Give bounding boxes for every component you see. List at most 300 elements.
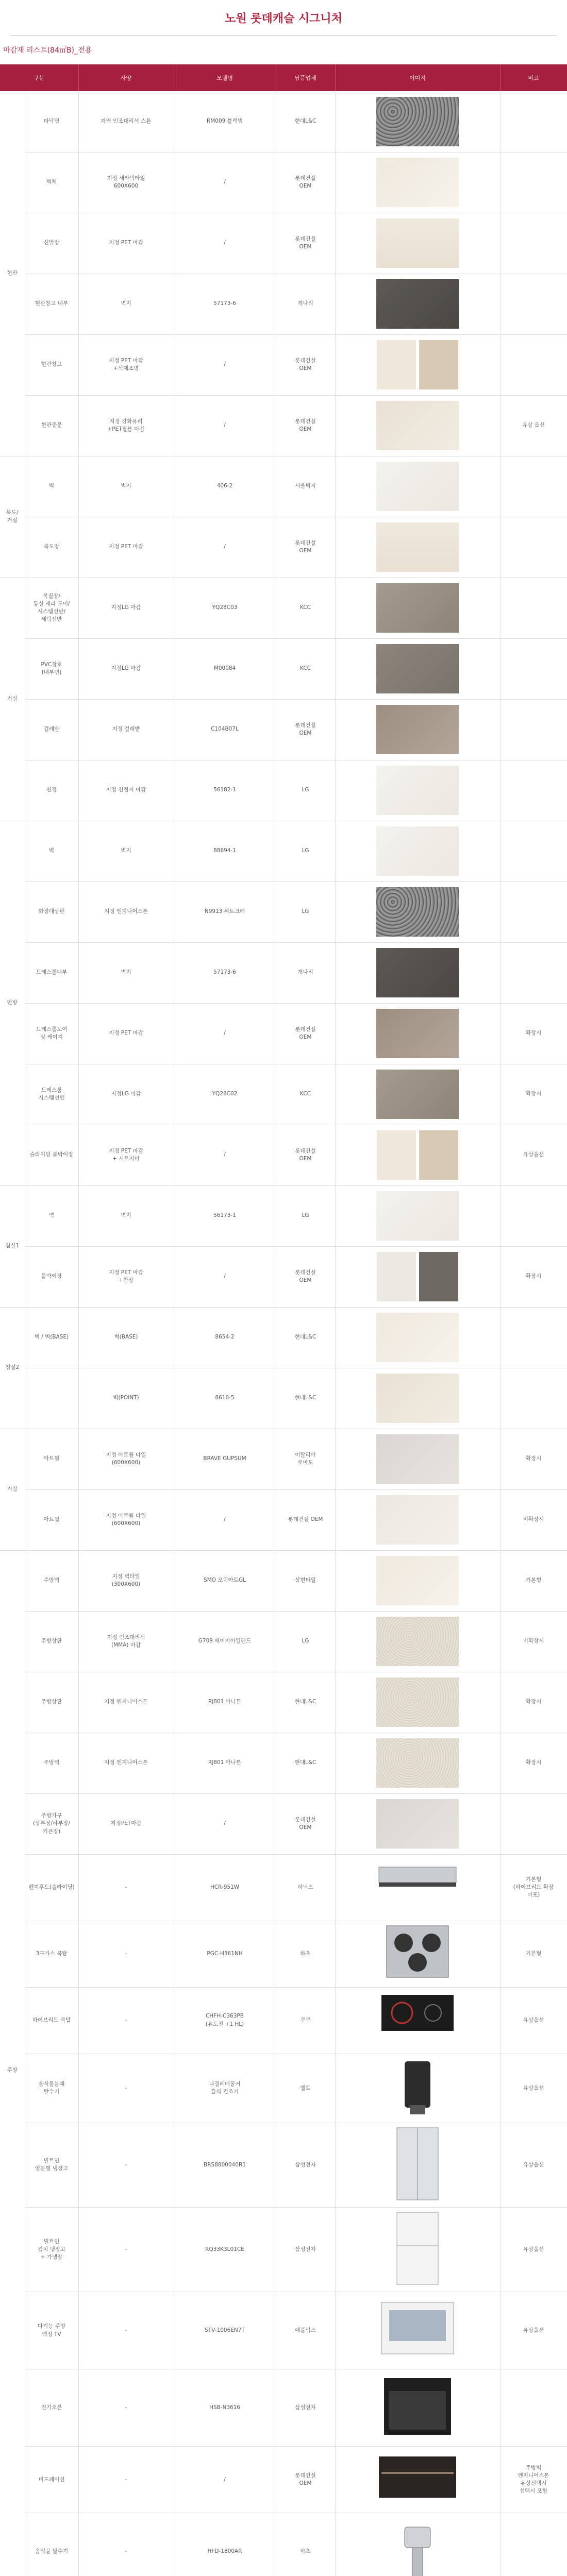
row-spec: - bbox=[78, 2513, 174, 2576]
row-note bbox=[500, 274, 567, 334]
row-image bbox=[335, 91, 500, 152]
row-model: 406-2 bbox=[174, 456, 276, 517]
row-vendor: 현대L&C bbox=[276, 1733, 335, 1793]
row-spec: 지정 PET 마감 + 시트지마 bbox=[78, 1125, 174, 1185]
material-swatch-image bbox=[339, 583, 497, 633]
row-spec: 지정 엔지니어스톤 bbox=[78, 1672, 174, 1733]
row-note bbox=[500, 821, 567, 882]
row-image bbox=[335, 2447, 500, 2513]
material-swatch-image bbox=[339, 1130, 497, 1180]
row-image bbox=[335, 1185, 500, 1246]
table-row bbox=[0, 1064, 567, 1125]
material-swatch-image bbox=[339, 401, 497, 450]
row-note bbox=[500, 882, 567, 942]
row-vendor: 개나리 bbox=[276, 274, 335, 334]
induction-image bbox=[374, 1990, 461, 2052]
row-image bbox=[335, 1921, 500, 1987]
row-spec: - bbox=[78, 2369, 174, 2447]
row-note bbox=[500, 760, 567, 821]
table-row bbox=[0, 1611, 567, 1672]
row-model: G709 베이지아일랜드 bbox=[174, 1611, 276, 1672]
row-spec: 벽(POINT) bbox=[78, 1368, 174, 1429]
row-model: SMO 모던아트GL bbox=[174, 1550, 276, 1611]
row-note bbox=[500, 1368, 567, 1429]
row-vendor: KCC bbox=[276, 1064, 335, 1125]
row-note bbox=[500, 638, 567, 699]
row-sub-label: 벽 bbox=[25, 456, 78, 517]
row-model: / bbox=[174, 1246, 276, 1307]
row-sub-label: 현관창고 bbox=[25, 334, 78, 395]
row-vendor: 삼성전자 bbox=[276, 2123, 335, 2207]
row-spec: - bbox=[78, 1854, 174, 1921]
row-vendor: LG bbox=[276, 882, 335, 942]
row-spec: - bbox=[78, 2292, 174, 2369]
row-sub-label: 음식물분쇄 탈수기 bbox=[25, 2054, 78, 2123]
row-image bbox=[335, 1793, 500, 1854]
table-row bbox=[0, 1854, 567, 1921]
row-vendor: 하닉스 bbox=[276, 1854, 335, 1921]
material-swatch-image bbox=[339, 462, 497, 511]
row-image bbox=[335, 699, 500, 760]
row-spec: 지정 강화유리 +PET필름 마감 bbox=[78, 395, 174, 456]
table-row bbox=[0, 152, 567, 213]
table-row bbox=[0, 1246, 567, 1307]
row-sub-label: 드레스룸내부 bbox=[25, 942, 78, 1003]
row-vendor: 롯데건설 OEM bbox=[276, 395, 335, 456]
table-row bbox=[0, 821, 567, 882]
row-vendor: LG bbox=[276, 821, 335, 882]
row-sub-label: 주방상판 bbox=[25, 1611, 78, 1672]
table-row bbox=[0, 2513, 567, 2576]
material-swatch-image bbox=[339, 158, 497, 207]
row-sub-label: 붙박이장 bbox=[25, 1246, 78, 1307]
row-vendor: LG bbox=[276, 760, 335, 821]
row-image bbox=[335, 578, 500, 638]
row-model: HFD-1800AR bbox=[174, 2513, 276, 2576]
table-row bbox=[0, 942, 567, 1003]
row-spec: 지정 아트월 타일 (600X600) bbox=[78, 1489, 174, 1550]
row-vendor: 현대L&C bbox=[276, 1368, 335, 1429]
swatch-left bbox=[377, 340, 416, 389]
row-model: RQ33K3L01CE bbox=[174, 2207, 276, 2292]
row-spec: - bbox=[78, 2123, 174, 2207]
row-image bbox=[335, 1368, 500, 1429]
table-row bbox=[0, 2447, 567, 2513]
row-vendor: 개나리 bbox=[276, 942, 335, 1003]
material-swatch-image bbox=[339, 1738, 497, 1788]
row-vendor: 애플릭스 bbox=[276, 2292, 335, 2369]
row-image bbox=[335, 1672, 500, 1733]
row-spec: 자연 인조대리석 스톤 bbox=[78, 91, 174, 152]
material-swatch-image bbox=[339, 1252, 497, 1301]
row-model: C104B07L bbox=[174, 699, 276, 760]
row-image bbox=[335, 1733, 500, 1793]
tv-image bbox=[374, 2300, 461, 2362]
row-model: STV-1006EN7T bbox=[174, 2292, 276, 2369]
table-row bbox=[0, 395, 567, 456]
row-note bbox=[500, 578, 567, 638]
table-row bbox=[0, 1307, 567, 1368]
row-sub-label: 미드패이션 bbox=[25, 2447, 78, 2513]
table-row bbox=[0, 1185, 567, 1246]
row-spec: - bbox=[78, 1921, 174, 1987]
material-swatch-image bbox=[339, 1434, 497, 1484]
row-spec: 벽지 bbox=[78, 1185, 174, 1246]
row-vendor: 롯데건설 OEM bbox=[276, 1003, 335, 1064]
table-row bbox=[0, 1987, 567, 2054]
row-spec: 지정 PET 마감 +찬장 bbox=[78, 1246, 174, 1307]
material-swatch-image bbox=[339, 279, 497, 329]
group-label: 거실 bbox=[0, 1429, 25, 1550]
header-category: 구분 bbox=[0, 64, 78, 91]
row-model: 57173-6 bbox=[174, 274, 276, 334]
row-model: / bbox=[174, 152, 276, 213]
row-image bbox=[335, 882, 500, 942]
row-spec: 지정 인조대리석 (MMA) 마감 bbox=[78, 1611, 174, 1672]
row-note bbox=[500, 1307, 567, 1368]
row-sub-label: 복도장 bbox=[25, 517, 78, 578]
row-model: BRAVE GUPSUM bbox=[174, 1429, 276, 1489]
row-model: / bbox=[174, 517, 276, 578]
row-note: 유상옵션 bbox=[500, 2054, 567, 2123]
row-note bbox=[500, 456, 567, 517]
table-row bbox=[0, 213, 567, 274]
swatch bbox=[376, 401, 459, 450]
row-sub-label: 주방벽 bbox=[25, 1733, 78, 1793]
swatch bbox=[376, 1677, 459, 1727]
swatch bbox=[376, 1556, 459, 1605]
material-swatch-image bbox=[339, 1799, 497, 1849]
row-model: / bbox=[174, 213, 276, 274]
row-image bbox=[335, 2207, 500, 2292]
table-row bbox=[0, 699, 567, 760]
row-image bbox=[335, 2369, 500, 2447]
row-sub-label: 현관중문 bbox=[25, 395, 78, 456]
oven-image bbox=[374, 2376, 461, 2437]
swatch bbox=[376, 97, 459, 146]
row-spec: 지정 엔지니어스톤 bbox=[78, 1733, 174, 1793]
row-spec: 지정 천정지 마감 bbox=[78, 760, 174, 821]
group-label: 침실2 bbox=[0, 1307, 25, 1429]
row-image bbox=[335, 1611, 500, 1672]
table-row bbox=[0, 1125, 567, 1185]
row-sub-label: PVC창호 (내부면) bbox=[25, 638, 78, 699]
row-sub-label: 걸레받 bbox=[25, 699, 78, 760]
table-row bbox=[0, 578, 567, 638]
header-model: 모델명 bbox=[174, 64, 276, 91]
row-model: M00084 bbox=[174, 638, 276, 699]
row-image bbox=[335, 1246, 500, 1307]
row-model: 57173-6 bbox=[174, 942, 276, 1003]
table-row bbox=[0, 1733, 567, 1793]
row-sub-label: 3구가스 쿡탑 bbox=[25, 1921, 78, 1987]
row-vendor: 롯데건설 OEM bbox=[276, 517, 335, 578]
row-sub-label: 주방가구 (상부장/하부장/ 키큰장) bbox=[25, 1793, 78, 1854]
swatch bbox=[376, 1495, 459, 1545]
table-row bbox=[0, 2054, 567, 2123]
row-spec: 지정 PET 마감 bbox=[78, 517, 174, 578]
table-row bbox=[0, 2292, 567, 2369]
material-swatch-image bbox=[339, 1556, 497, 1605]
material-swatch-image bbox=[339, 1495, 497, 1545]
swatch bbox=[376, 948, 459, 997]
row-vendor: 현대L&C bbox=[276, 1672, 335, 1733]
row-image bbox=[335, 1550, 500, 1611]
table-row bbox=[0, 334, 567, 395]
row-model: BRS8800040R1 bbox=[174, 2123, 276, 2207]
row-image bbox=[335, 395, 500, 456]
swatch bbox=[376, 1617, 459, 1666]
row-sub-label: 주방벽 bbox=[25, 1550, 78, 1611]
swatch-right bbox=[419, 1130, 458, 1180]
row-note: 확장시 bbox=[500, 1064, 567, 1125]
table-row bbox=[0, 882, 567, 942]
row-model: RJ801 아나톤 bbox=[174, 1672, 276, 1733]
row-image bbox=[335, 2054, 500, 2123]
row-note bbox=[500, 1185, 567, 1246]
swatch bbox=[376, 1374, 459, 1423]
row-vendor: LG bbox=[276, 1185, 335, 1246]
row-vendor: 삼성전자 bbox=[276, 2207, 335, 2292]
kimchi-fridge-image bbox=[374, 2210, 461, 2272]
swatch bbox=[376, 218, 459, 268]
row-vendor: 롯데건설 OEM bbox=[276, 699, 335, 760]
row-spec: 지정LG 마감 bbox=[78, 1064, 174, 1125]
table-row bbox=[0, 1921, 567, 1987]
hood-image bbox=[374, 1857, 461, 1919]
row-vendor: 서울벽지 bbox=[276, 456, 335, 517]
row-model: / bbox=[174, 334, 276, 395]
row-sub-label: 벽체 bbox=[25, 152, 78, 213]
row-image bbox=[335, 1429, 500, 1489]
material-swatch-image bbox=[339, 218, 497, 268]
row-note bbox=[500, 213, 567, 274]
row-sub-label: 아트월 bbox=[25, 1429, 78, 1489]
row-image bbox=[335, 1987, 500, 2054]
row-note: 유상옵션 bbox=[500, 1125, 567, 1185]
row-vendor: 롯데건설 OEM bbox=[276, 1489, 335, 1550]
row-spec: 벽지 bbox=[78, 821, 174, 882]
fridge-image bbox=[374, 2125, 461, 2187]
row-note: 유상옵션 bbox=[500, 2292, 567, 2369]
row-note bbox=[500, 2369, 567, 2447]
row-image bbox=[335, 2513, 500, 2576]
row-note: 비확장시 bbox=[500, 1611, 567, 1672]
row-model: CHFH-C363PB (유도전 +1 HL) bbox=[174, 1987, 276, 2054]
row-image bbox=[335, 942, 500, 1003]
row-model: N9913 위트크레 bbox=[174, 882, 276, 942]
row-model: RJ801 아나톤 bbox=[174, 1733, 276, 1793]
row-spec: 지정 PET 마감 +석재조명 bbox=[78, 334, 174, 395]
tap-image bbox=[374, 2517, 461, 2576]
row-vendor: 하츠 bbox=[276, 2513, 335, 2576]
row-vendor: 롯데건설 OEM bbox=[276, 1793, 335, 1854]
swatch bbox=[376, 1738, 459, 1788]
row-sub-label: 전기오븐 bbox=[25, 2369, 78, 2447]
row-note: 주방벽 엔지니어스톤 유상선택시 선택시 포함 bbox=[500, 2447, 567, 2513]
row-model: RM009 블랙빔 bbox=[174, 91, 276, 152]
row-sub-label: 벽 / 벽(BASE) bbox=[25, 1307, 78, 1368]
material-swatch-image bbox=[339, 1677, 497, 1727]
table-row bbox=[0, 638, 567, 699]
spec-table bbox=[0, 64, 567, 2576]
row-model: PGC-H361NH bbox=[174, 1921, 276, 1987]
material-swatch-image bbox=[339, 1009, 497, 1058]
row-model: / bbox=[174, 1003, 276, 1064]
row-vendor: 롯데건설 OEM bbox=[276, 1246, 335, 1307]
row-sub-label: 화장대상판 bbox=[25, 882, 78, 942]
material-swatch-image bbox=[339, 1374, 497, 1423]
row-vendor: 롯데건설 OEM bbox=[276, 1125, 335, 1185]
swatch bbox=[376, 1070, 459, 1119]
row-sub-label: 빌트인 양문형 냉장고 bbox=[25, 2123, 78, 2207]
table-header-row bbox=[0, 64, 567, 91]
row-sub-label: 주방상판 bbox=[25, 1672, 78, 1733]
table-row bbox=[0, 1368, 567, 1429]
header-spec: 사양 bbox=[78, 64, 174, 91]
row-sub-label: 슬라이딩 붙박이장 bbox=[25, 1125, 78, 1185]
disposer-image bbox=[374, 2056, 461, 2118]
swatch-right bbox=[419, 340, 458, 389]
row-sub-label: 드레스룸 시스템선반 bbox=[25, 1064, 78, 1125]
header-vendor: 납품업체 bbox=[276, 64, 335, 91]
table-body bbox=[0, 91, 567, 2576]
swatch-left bbox=[377, 1130, 416, 1180]
row-vendor: KCC bbox=[276, 578, 335, 638]
material-swatch-image bbox=[339, 1313, 497, 1362]
row-vendor: 쿠쿠 bbox=[276, 1987, 335, 2054]
swatch bbox=[376, 705, 459, 754]
row-vendor: 현대L&C bbox=[276, 1307, 335, 1368]
row-vendor: 롯데건설 OEM bbox=[276, 334, 335, 395]
row-vendor: KCC bbox=[276, 638, 335, 699]
row-image bbox=[335, 1854, 500, 1921]
row-model: HCR-951W bbox=[174, 1854, 276, 1921]
row-image bbox=[335, 760, 500, 821]
row-model: / bbox=[174, 1489, 276, 1550]
row-sub-label: 빌트인 김치 냉장고 + 가냉장 bbox=[25, 2207, 78, 2292]
row-spec: 지정 걸레받 bbox=[78, 699, 174, 760]
material-swatch-image bbox=[339, 1617, 497, 1666]
material-swatch-image bbox=[339, 766, 497, 815]
swatch bbox=[376, 158, 459, 207]
row-model: 88694-1 bbox=[174, 821, 276, 882]
group-label: 복도/ 거실 bbox=[0, 456, 25, 578]
row-image bbox=[335, 2292, 500, 2369]
row-model: HSB-N3616 bbox=[174, 2369, 276, 2447]
swatch bbox=[376, 644, 459, 693]
row-vendor: LG bbox=[276, 1611, 335, 1672]
row-vendor: 롯데건설 OEM bbox=[276, 2447, 335, 2513]
row-sub-label: 드레스룸도어 및 케이지 bbox=[25, 1003, 78, 1064]
row-spec: - bbox=[78, 2207, 174, 2292]
row-spec: 벽지 bbox=[78, 456, 174, 517]
row-image bbox=[335, 334, 500, 395]
material-swatch-image bbox=[339, 644, 497, 693]
row-image bbox=[335, 1307, 500, 1368]
row-spec: 지정 세라믹타일 600X600 bbox=[78, 152, 174, 213]
table-row bbox=[0, 2369, 567, 2447]
row-model: / bbox=[174, 1125, 276, 1185]
table-row bbox=[0, 760, 567, 821]
material-swatch-image bbox=[339, 340, 497, 389]
gas-cooktop-image bbox=[374, 1923, 461, 1985]
row-image bbox=[335, 1003, 500, 1064]
swatch-left bbox=[377, 1252, 416, 1301]
row-note bbox=[500, 1793, 567, 1854]
row-note: 기본형 (하이브리드 확장 미포) bbox=[500, 1854, 567, 1921]
table-row bbox=[0, 1003, 567, 1064]
row-note: 확장시 bbox=[500, 1429, 567, 1489]
row-model: 8654-2 bbox=[174, 1307, 276, 1368]
row-note bbox=[500, 699, 567, 760]
list-subtitle: 마감재 리스트(84㎡B)_전용 bbox=[3, 46, 92, 55]
table-row bbox=[0, 1550, 567, 1611]
row-spec: - bbox=[78, 2054, 174, 2123]
group-label: 주방 bbox=[0, 1550, 25, 2576]
row-vendor: 엘트 bbox=[276, 2054, 335, 2123]
row-sub-label bbox=[25, 1368, 78, 1429]
table-row bbox=[0, 91, 567, 152]
row-sub-label: 벽 bbox=[25, 1185, 78, 1246]
table-row bbox=[0, 517, 567, 578]
row-note: 확장시 bbox=[500, 1246, 567, 1307]
row-sub-label: 아트월 bbox=[25, 1489, 78, 1550]
page-title: 노원 롯데캐슬 시그니처 bbox=[225, 12, 342, 25]
row-model: 8610-5 bbox=[174, 1368, 276, 1429]
row-vendor: 롯데건설 OEM bbox=[276, 213, 335, 274]
row-sub-label: 다기능 주방 액정 TV bbox=[25, 2292, 78, 2369]
row-vendor: 하츠 bbox=[276, 1921, 335, 1987]
swatch bbox=[376, 1313, 459, 1362]
group-label: 현관 bbox=[0, 91, 25, 456]
row-model: / bbox=[174, 2447, 276, 2513]
row-sub-label: 목질장/ 통실 세라 도어/ 시스템선반/ 세탁선반 bbox=[25, 578, 78, 638]
row-model: 56173-1 bbox=[174, 1185, 276, 1246]
material-swatch-image bbox=[339, 97, 497, 146]
row-vendor: 롯데건설 OEM bbox=[276, 152, 335, 213]
table-row bbox=[0, 274, 567, 334]
row-image bbox=[335, 1125, 500, 1185]
table-row bbox=[0, 2123, 567, 2207]
swatch bbox=[376, 1434, 459, 1484]
row-spec: 지정 벽타일 (300X600) bbox=[78, 1550, 174, 1611]
row-note: 유상옵션 bbox=[500, 2207, 567, 2292]
row-image bbox=[335, 213, 500, 274]
row-image bbox=[335, 274, 500, 334]
row-image bbox=[335, 456, 500, 517]
row-vendor: 현대L&C bbox=[276, 91, 335, 152]
row-spec: 지정LG 마감 bbox=[78, 578, 174, 638]
row-spec: 지정 엔지니어스톤 bbox=[78, 882, 174, 942]
table-row bbox=[0, 1489, 567, 1550]
material-swatch-image bbox=[339, 948, 497, 997]
material-swatch-image bbox=[339, 522, 497, 572]
header-note: 비고 bbox=[500, 64, 567, 91]
row-image bbox=[335, 152, 500, 213]
row-spec: 지정LG 마감 bbox=[78, 638, 174, 699]
table-row bbox=[0, 1793, 567, 1854]
row-note bbox=[500, 152, 567, 213]
row-sub-label: 렌지후드(슬라이딩) bbox=[25, 1854, 78, 1921]
swatch bbox=[376, 583, 459, 633]
row-note: 기본형 bbox=[500, 1550, 567, 1611]
row-note bbox=[500, 2513, 567, 2576]
row-image bbox=[335, 517, 500, 578]
row-image bbox=[335, 1489, 500, 1550]
row-note: 확장시 bbox=[500, 1672, 567, 1733]
row-spec: 벽(BASE) bbox=[78, 1307, 174, 1368]
